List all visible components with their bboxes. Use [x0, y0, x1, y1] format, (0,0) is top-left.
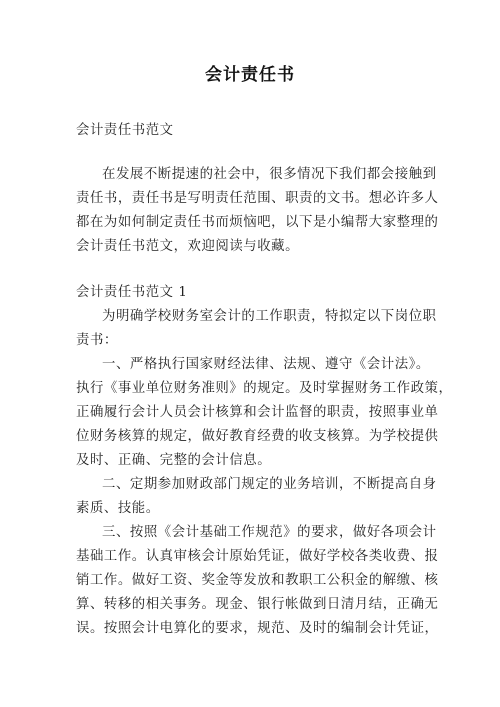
body-line: 位财务核算的规定，做好教育经费的收支核算。为学校提供 [76, 429, 439, 444]
intro-line: 都在为如何制定责任书而烦恼吧，以下是小编帮大家整理的 [76, 215, 439, 230]
body-line: 正确履行会计人员会计核算和会计监督的职责，按照事业单 [76, 405, 439, 420]
body-line: 误。按照会计电算化的要求，规范、及时的编制会计凭证， [76, 621, 439, 636]
body-line: 二、定期参加财政部门规定的业务培训，不断提高自身 [102, 477, 437, 492]
section-heading: 会计责任书范文 1 [76, 285, 188, 300]
body-line: 为明确学校财务室会计的工作职责，特拟定以下岗位职 [102, 309, 437, 324]
body-line: 销工作。做好工资、奖金等发放和教职工公积金的解缴、核 [76, 573, 439, 588]
intro-line: 责任书，责任书是写明责任范围、职责的文书。想必许多人 [76, 191, 439, 206]
document-title: 会计责任书 [205, 65, 295, 85]
document-subtitle: 会计责任书范文 [76, 123, 174, 138]
intro-line: 会计责任书范文，欢迎阅读与收藏。 [76, 239, 300, 254]
body-line: 基础工作。认真审核会计原始凭证，做好学校各类收费、报 [76, 549, 439, 564]
body-line: 算、转移的相关事务。现金、银行帐做到日清月结，正确无 [76, 597, 439, 612]
body-line: 一、严格执行国家财经法律、法规、遵守《会计法》。 [102, 357, 430, 372]
body-line: 执行《事业单位财务准则》的规定。及时掌握财务工作政策， [76, 381, 453, 396]
intro-line: 在发展不断提速的社会中，很多情况下我们都会接触到 [102, 167, 437, 182]
body-line: 责书： [76, 333, 118, 348]
body-line: 素质、技能。 [76, 501, 160, 516]
body-line: 及时、正确、完整的会计信息。 [76, 453, 272, 468]
body-line: 三、按照《会计基础工作规范》的要求，做好各项会计 [102, 525, 437, 540]
